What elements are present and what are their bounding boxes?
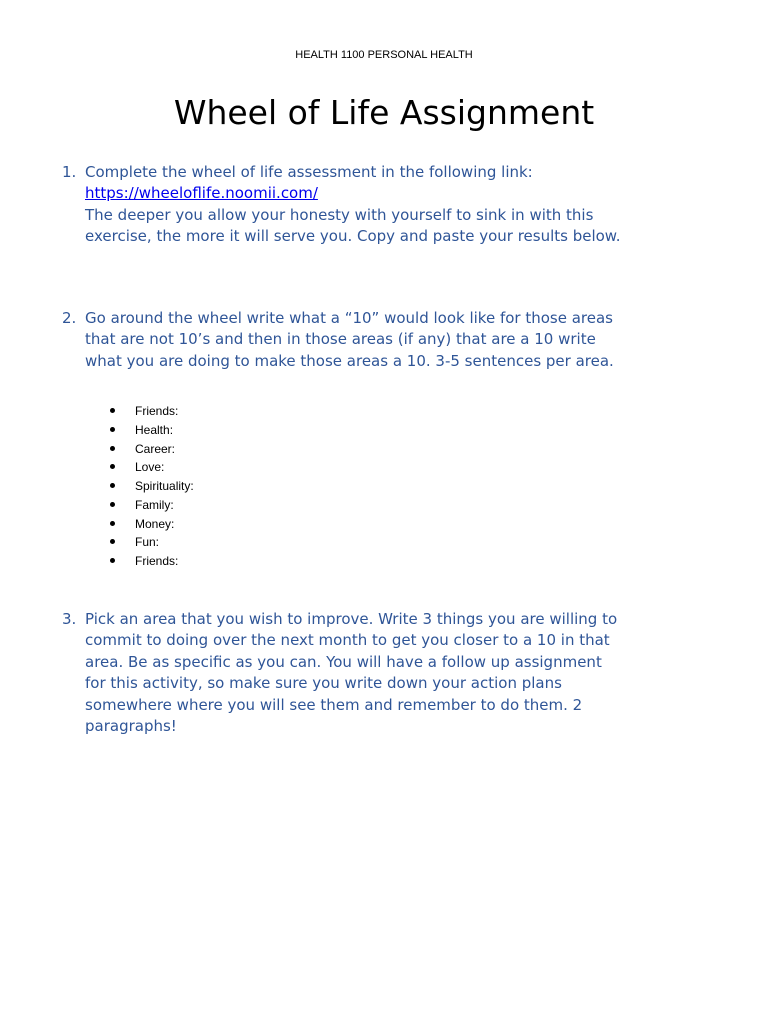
life-area-label: Family: <box>135 497 174 512</box>
bullet-icon <box>110 521 115 526</box>
list-item <box>110 496 194 515</box>
step-3-line: Pick an area that you wish to improve. Write 3 things you are willing to <box>85 610 618 628</box>
step-1-line: The deeper you allow your honesty with yourself to sink in with this <box>85 205 594 224</box>
life-area-label: Career: <box>135 441 176 456</box>
life-area-label: Spirituality: <box>135 479 194 493</box>
life-area-label: Friends: <box>135 404 179 418</box>
step-3-line: somewhere where you will see them and remember to do them. 2 <box>85 695 583 714</box>
life-area-label: Money: <box>135 516 175 531</box>
page-title: Wheel of Life Assignment <box>173 93 595 132</box>
step-2-line: what you are doing to make those areas a 10. 3-5 sentences per area. <box>85 351 614 370</box>
life-area-label: Friends: <box>135 554 179 568</box>
list-item <box>110 421 194 440</box>
step-2-number: 2. <box>62 309 77 327</box>
step-1-body <box>85 162 702 248</box>
life-areas-list <box>110 402 194 571</box>
step-1 <box>62 162 702 248</box>
step-3 <box>62 609 702 737</box>
list-item <box>110 515 194 534</box>
step-3-body <box>85 609 702 737</box>
list-item <box>110 552 194 571</box>
bullet-icon <box>110 502 115 507</box>
step-3-line: commit to doing over the next month to get you closer to a 10 in that <box>85 631 610 650</box>
list-item <box>110 458 194 477</box>
bullet-icon <box>110 427 115 432</box>
step-2 <box>62 308 702 372</box>
list-item <box>110 477 194 496</box>
bullet-icon <box>110 539 115 544</box>
bullet-icon <box>110 408 115 413</box>
step-1-number: 1. <box>62 163 77 181</box>
life-area-label: Fun: <box>135 535 160 550</box>
step-3-line: paragraphs! <box>85 717 177 736</box>
step-2-line: Go around the wheel write what a “10” would look like for those areas <box>85 309 613 327</box>
bullet-icon <box>110 558 115 563</box>
step-1-line: exercise, the more it will serve you. Copy and paste your results below. <box>85 227 621 246</box>
bullet-icon <box>110 464 115 469</box>
list-item <box>110 440 194 459</box>
step-2-body <box>85 308 702 372</box>
step-2-line: that are not 10’s and then in those areas (if any) that are a 10 write <box>85 330 596 349</box>
bullet-icon <box>110 446 115 451</box>
list-item <box>110 533 194 552</box>
step-3-number: 3. <box>62 610 77 628</box>
bullet-icon <box>110 483 115 488</box>
list-item <box>110 402 194 421</box>
life-area-label: Love: <box>135 460 165 475</box>
course-header: HEALTH 1100 PERSONAL HEALTH <box>295 49 473 61</box>
step-3-line: for this activity, so make sure you write down your action plans <box>85 674 562 693</box>
step-3-line: area. Be as specific as you can. You will have a follow up assignment <box>85 652 602 671</box>
life-area-label: Health: <box>135 422 174 437</box>
step-1-line: Complete the wheel of life assessment in the following link: <box>85 163 533 181</box>
wheel-of-life-link[interactable]: https://wheeloflife.noomii.com/ <box>85 184 318 203</box>
